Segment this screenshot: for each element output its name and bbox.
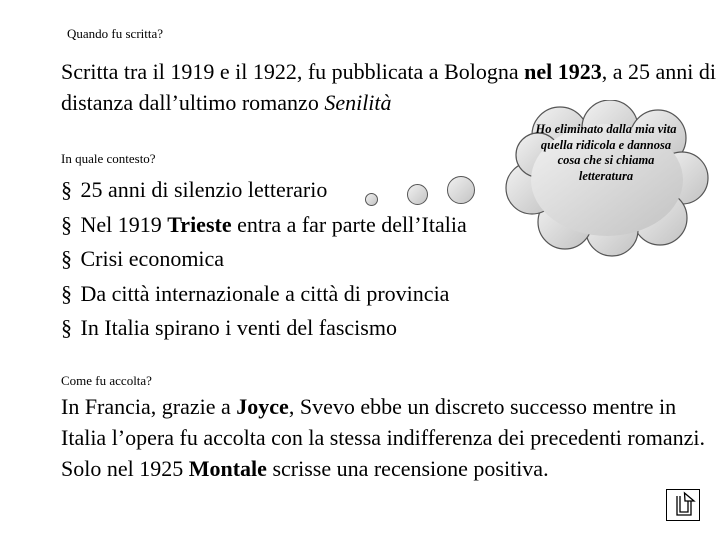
context-list bbox=[61, 173, 467, 346]
list-item-text: Da città internazionale a città di provincia bbox=[80, 280, 450, 306]
return-button[interactable] bbox=[666, 489, 700, 521]
answer-text: scrisse una recensione positiva. bbox=[266, 456, 549, 481]
list-item-text: Nel 1919 bbox=[80, 211, 168, 237]
answer-italic-title: Senilità bbox=[324, 90, 392, 115]
answer-bold-name: Joyce bbox=[236, 394, 289, 419]
list-item-text: In Italia spirano i venti del fascismo bbox=[80, 315, 397, 340]
list-item-text: entra a far parte dell’Italia bbox=[231, 211, 467, 237]
thought-bubble-small bbox=[365, 193, 378, 206]
list-item-text: 25 anni di silenzio letterario bbox=[80, 177, 328, 202]
answer-text: Scritta tra il 1919 e il 1922, fu pubblicata a Bologna bbox=[61, 59, 525, 84]
thought-bubble-medium bbox=[407, 184, 428, 205]
bullet-icon: § bbox=[61, 315, 72, 340]
answer-text: In Francia, grazie a bbox=[61, 394, 237, 419]
thought-cloud-text: Ho eliminato dalla mia vita quella ridicola e dannosa cosa che si chiama letteratura bbox=[535, 122, 677, 183]
question-when-written: Quando fu scritta? bbox=[67, 26, 164, 41]
answer-text: , Svevo ebbe un discreto successo mentre in Italia l’opera fu accolta con la stessa indifferenza dei precedenti romanzi. bbox=[61, 394, 705, 450]
question-context: In quale contesto? bbox=[61, 151, 156, 166]
thought-bubble-large bbox=[447, 176, 475, 204]
list-item-text: Crisi economica bbox=[80, 246, 225, 271]
list-item-bold: Trieste bbox=[167, 211, 232, 237]
answer-text: Solo nel 1925 bbox=[61, 456, 189, 481]
question-reception: Come fu accolta? bbox=[61, 373, 152, 388]
bullet-icon: § bbox=[61, 177, 72, 202]
answer-bold-name: Montale bbox=[188, 456, 267, 481]
list-item bbox=[61, 277, 467, 312]
return-arrow-icon bbox=[667, 490, 699, 520]
answer-reception bbox=[61, 391, 720, 484]
list-item bbox=[61, 208, 467, 243]
bullet-icon: § bbox=[61, 211, 72, 237]
answer-bold-year: nel 1923 bbox=[524, 59, 602, 84]
bullet-icon: § bbox=[61, 280, 72, 306]
list-item bbox=[61, 242, 467, 277]
bullet-icon: § bbox=[61, 246, 72, 271]
answer-text: , a 25 anni di distanza dall’ultimo romanzo bbox=[61, 59, 717, 115]
list-item bbox=[61, 173, 467, 208]
list-item bbox=[61, 311, 467, 346]
